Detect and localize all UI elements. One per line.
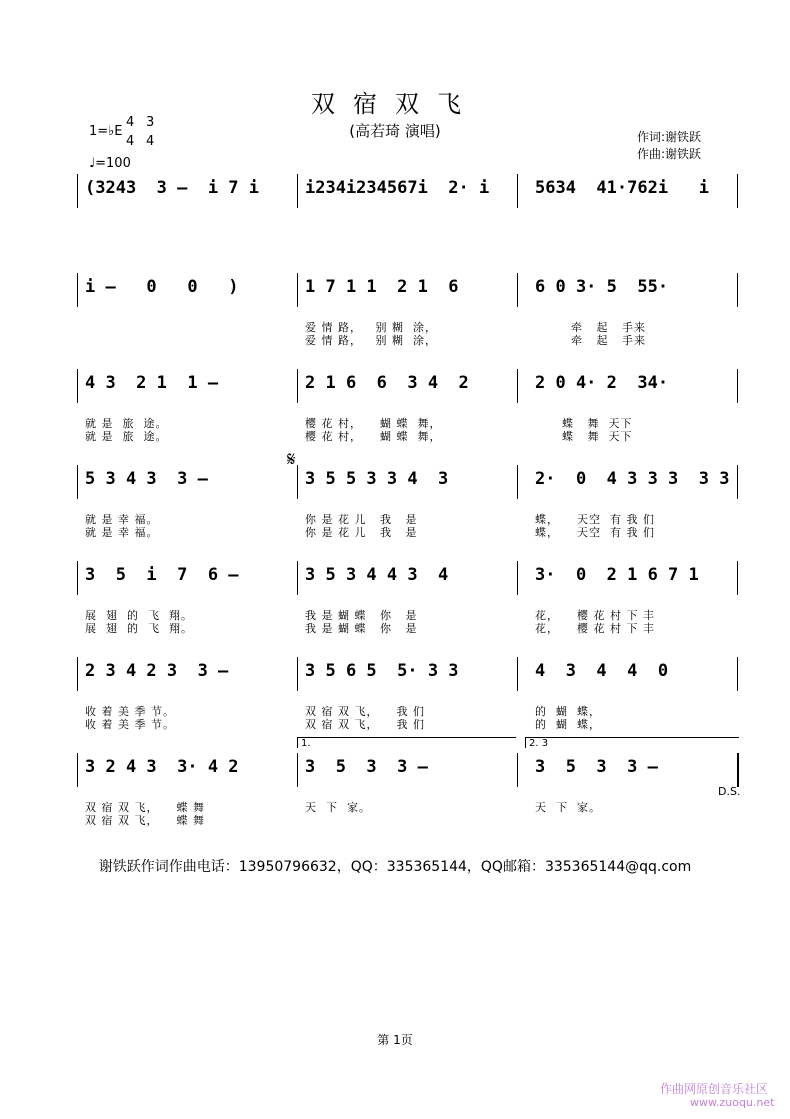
measure-notes: 4 3 2 1 1 –: [85, 373, 219, 393]
lyric-line: 樱 花 村， 蝴 蝶 舞，: [305, 417, 442, 430]
measure-notes: 3 5 3 3 –: [535, 757, 658, 777]
lyric-line: 就 是 幸 福。: [85, 513, 159, 526]
bar-line: [737, 561, 738, 595]
bar-line: [77, 753, 78, 787]
bar-line: [77, 174, 78, 208]
bar-line: [737, 369, 738, 403]
measure-notes: 3· 0 2 1 6 7 1: [535, 565, 699, 585]
lyricist-credit: 作词:谢铁跃: [637, 130, 702, 144]
measure-notes: 3 5 5 3 3 4 3: [305, 469, 449, 489]
measure-notes: i234i234567i 2· i: [305, 178, 490, 198]
tempo-mark: ♩=100: [89, 156, 131, 171]
bar-line: [297, 753, 298, 787]
lyric-line: 就 是 旅 途。: [85, 417, 168, 430]
watermark-logo: 作曲网原创音乐社区: [660, 1082, 769, 1096]
bar-line: [297, 561, 298, 595]
bar-line: [517, 753, 518, 787]
bar-line: [517, 657, 518, 691]
bar-line: [297, 369, 298, 403]
bar-line: [297, 273, 298, 307]
bar-line: [77, 369, 78, 403]
bar-line: [517, 273, 518, 307]
bar-line: [737, 753, 739, 787]
lyric-line: 蝶 舞 天下: [535, 417, 633, 430]
lyric-line: 我 是 蝴 蝶 你 是: [305, 609, 418, 622]
lyric-line: 牵 起 手来: [535, 321, 646, 334]
measure-notes: (3243 3 – i 7 i: [85, 178, 259, 198]
bar-line: [737, 657, 738, 691]
time-num-a: 4: [126, 115, 135, 130]
lyric-line: 就 是 幸 福。: [85, 526, 159, 539]
measure-notes: 1 7 1 1 2 1 6: [305, 277, 459, 297]
segno-mark: 𝄋: [287, 447, 296, 471]
bar-line: [517, 369, 518, 403]
measure-notes: 4 3 4 4 0: [535, 661, 669, 681]
lyric-line: 天 下 家。: [305, 801, 371, 814]
lyric-line: 收 着 美 季 节。: [85, 718, 175, 731]
page-number: 第 1页: [377, 1033, 413, 1047]
volta-2-label: 2. 3: [529, 738, 549, 749]
lyric-line: 你 是 花 儿 我 是: [305, 526, 418, 539]
bar-line: [77, 657, 78, 691]
lyric-line: 的 蝴 蝶，: [535, 718, 601, 731]
composer-credit: 作曲:谢铁跃: [637, 147, 702, 161]
measure-notes: 3 5 i 7 6 –: [85, 565, 239, 585]
lyric-line: 双 宿 双 飞， 蝶 舞: [85, 814, 205, 827]
lyric-line: 的 蝴 蝶，: [535, 705, 601, 718]
measure-notes: 3 5 6 5 5· 3 3: [305, 661, 459, 681]
measure-notes: 3 5 3 3 –: [305, 757, 428, 777]
bar-line: [737, 465, 738, 499]
measure-notes: 5634 41·762i i: [535, 178, 709, 198]
time-den-b: 4: [146, 134, 155, 149]
lyric-line: 就 是 旅 途。: [85, 430, 168, 443]
lyric-line: 牵 起 手来: [535, 334, 646, 347]
bar-line: [297, 657, 298, 691]
lyric-line: 爱 情 路， 别 糊 涂，: [305, 321, 437, 334]
measure-notes: 5 3 4 3 3 –: [85, 469, 208, 489]
lyric-line: 收 着 美 季 节。: [85, 705, 175, 718]
measure-notes: 6 0 3· 5 55·: [535, 277, 669, 297]
ds-mark: D.S.: [718, 785, 741, 798]
bar-line: [297, 465, 298, 499]
singer-credit: (高若琦 演唱): [349, 122, 441, 140]
lyric-line: 展 翅 的 飞 翔。: [85, 622, 193, 635]
volta-1-label: 1.: [301, 738, 311, 749]
time-num-b: 3: [146, 115, 155, 130]
measure-notes: 3 5 3 4 4 3 4: [305, 565, 449, 585]
measure-notes: 3 2 4 3 3· 4 2: [85, 757, 239, 777]
lyric-line: 双 宿 双 飞， 我 们: [305, 718, 425, 731]
lyric-line: 爱 情 路， 别 糊 涂，: [305, 334, 437, 347]
lyric-line: 花， 樱 花 村 下 丰: [535, 622, 655, 635]
volta-1: [297, 737, 516, 748]
watermark-url: www.zuoqu.net: [690, 1096, 775, 1109]
measure-notes: 2 1 6 6 3 4 2: [305, 373, 469, 393]
bar-line: [77, 465, 78, 499]
volta-2: [525, 737, 739, 748]
bar-line: [77, 273, 78, 307]
time-den-a: 4: [126, 134, 135, 149]
lyric-line: 双 宿 双 飞， 蝶 舞: [85, 801, 205, 814]
lyric-line: 双 宿 双 飞， 我 们: [305, 705, 425, 718]
lyric-line: 天 下 家。: [535, 801, 601, 814]
song-title: 双宿双飞: [311, 90, 479, 118]
lyric-line: 蝶 舞 天下: [535, 430, 633, 443]
lyric-line: 我 是 蝴 蝶 你 是: [305, 622, 418, 635]
measure-notes: i – 0 0 ): [85, 277, 239, 297]
bar-line: [517, 465, 518, 499]
measure-notes: 2 0 4· 2 34·: [535, 373, 669, 393]
contact-info: 谢铁跃作词作曲电话：13950796632，QQ：335365144，QQ邮箱：335365144@qq.com: [98, 859, 692, 875]
bar-line: [517, 174, 518, 208]
lyric-line: 樱 花 村， 蝴 蝶 舞，: [305, 430, 442, 443]
bar-line: [737, 174, 738, 208]
bar-line: [517, 561, 518, 595]
measure-notes: 2· 0 4 3 3 3 3 3: [535, 469, 730, 489]
lyric-line: 蝶， 天空 有 我 们: [535, 513, 655, 526]
measure-notes: 2 3 4 2 3 3 –: [85, 661, 229, 681]
bar-line: [77, 561, 78, 595]
lyric-line: 花， 樱 花 村 下 丰: [535, 609, 655, 622]
lyric-line: 蝶， 天空 有 我 们: [535, 526, 655, 539]
lyric-line: 展 翅 的 飞 翔。: [85, 609, 193, 622]
bar-line: [297, 174, 298, 208]
key-signature: 1=♭E: [89, 124, 123, 139]
bar-line: [737, 273, 738, 307]
lyric-line: 你 是 花 儿 我 是: [305, 513, 418, 526]
